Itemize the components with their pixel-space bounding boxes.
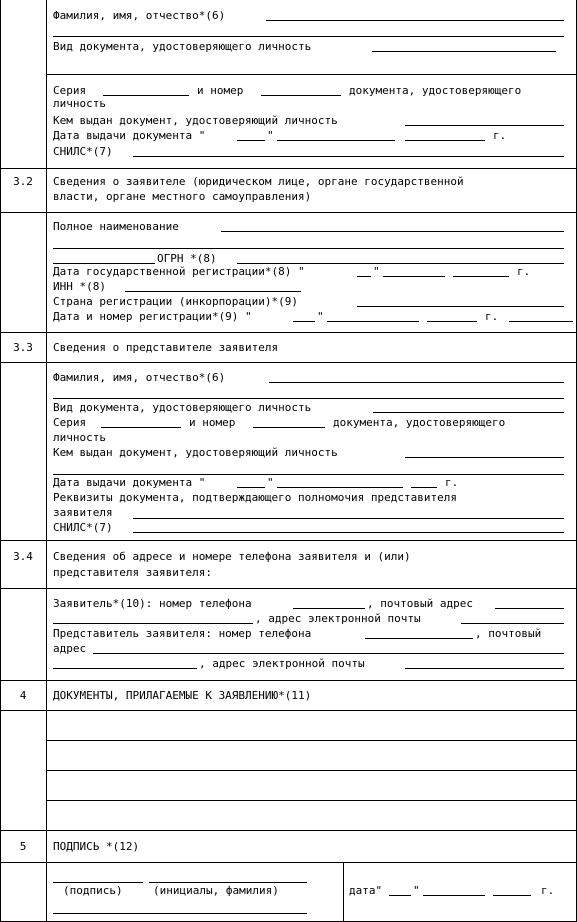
representative-address-input-line[interactable]	[93, 653, 564, 654]
fio-label: Фамилия, имя, отчество*(6)	[53, 371, 226, 384]
row-border	[0, 168, 577, 169]
authority-doc-input-line[interactable]	[133, 518, 564, 519]
date-quote: "	[267, 129, 274, 142]
regdate-label: Дата государственной регистрации*(8) "	[53, 265, 305, 278]
applicant-phone-input-line[interactable]	[293, 608, 365, 609]
date-year-suffix: г.	[445, 476, 459, 489]
issued-input-line-2[interactable]	[53, 474, 564, 475]
column-divider	[46, 0, 47, 922]
regnum-number-line[interactable]	[509, 321, 573, 322]
row-border	[0, 862, 577, 863]
border-left	[0, 0, 1, 922]
date-month-line[interactable]	[277, 140, 395, 141]
representative-phone-input-line[interactable]	[365, 638, 473, 639]
signature-extra-line[interactable]	[53, 913, 307, 914]
regnum-month-line[interactable]	[327, 321, 419, 322]
seria-input-line[interactable]	[103, 95, 189, 96]
fio-input-line[interactable]	[266, 20, 564, 21]
date-label: Дата выдачи документа "	[53, 476, 206, 489]
ogrn-label: ОГРН *(8)	[157, 252, 217, 265]
section-title: Сведения о представителе заявителя	[53, 341, 279, 354]
applicant-address-input-line-2[interactable]	[53, 623, 253, 624]
doc-label-cont-2: личность	[53, 431, 106, 444]
doc-label-cont: документа, удостоверяющего	[333, 416, 506, 429]
doc-input-line[interactable]	[372, 51, 556, 52]
representative-email-label: , адрес электронной почты	[199, 657, 365, 670]
section-title: Сведения об адресе и номере телефона заявителя и (или)	[53, 550, 411, 563]
initials-caption: (инициалы, фамилия)	[153, 884, 279, 897]
date-day-line[interactable]	[237, 487, 265, 488]
seria-label: Серия	[53, 84, 87, 97]
issued-label: Кем выдан документ, удостоверяющий личность	[53, 114, 338, 127]
field-label-doc: Вид документа, удостоверяющего личность	[53, 40, 312, 53]
authority-doc-label: Реквизиты документа, подтверждающего полномочия представителя	[53, 491, 457, 504]
ogrn-prefix-line[interactable]	[53, 263, 155, 264]
row-border	[0, 362, 577, 363]
regnum-quote: "	[317, 310, 324, 323]
signature-caption: (подпись)	[63, 884, 123, 897]
issued-input-line[interactable]	[405, 125, 564, 126]
representative-address-input-line-2[interactable]	[53, 668, 197, 669]
inn-label: ИНН *(8)	[53, 280, 106, 293]
section-number: 3.4	[13, 550, 33, 563]
fio-input-line-2[interactable]	[53, 398, 564, 399]
number-label: и номер	[189, 416, 236, 429]
signature-input-line[interactable]	[53, 882, 143, 883]
seria-input-line[interactable]	[101, 427, 181, 428]
section-number: 3.2	[13, 175, 33, 188]
section-number: 5	[19, 840, 27, 853]
applicant-email-input-line[interactable]	[461, 623, 564, 624]
fio-input-line[interactable]	[269, 382, 564, 383]
date-label: дата"	[349, 884, 383, 897]
section-title: ДОКУМЕНТЫ, ПРИЛАГАЕМЫЕ К ЗАЯВЛЕНИЮ*(11)	[53, 689, 312, 702]
regnum-year-suffix: г.	[485, 310, 499, 323]
date-day-line[interactable]	[389, 895, 411, 896]
country-input-line[interactable]	[357, 306, 564, 307]
snils-label: СНИЛС*(7)	[53, 521, 113, 534]
row-border	[0, 710, 577, 711]
date-year-suffix: г.	[541, 884, 555, 897]
section-title-cont: представителя заявителя:	[53, 566, 212, 579]
representative-email-input-line[interactable]	[405, 668, 564, 669]
section-title: ПОДПИСЬ *(12)	[53, 840, 140, 853]
issued-label: Кем выдан документ, удостоверяющий личность	[53, 446, 338, 459]
date-year-line[interactable]	[405, 140, 485, 141]
fullname-input-line-2[interactable]	[53, 248, 564, 249]
date-quote: "	[413, 884, 420, 897]
number-input-line[interactable]	[261, 95, 341, 96]
row-border	[0, 588, 577, 589]
inn-input-line[interactable]	[125, 291, 301, 292]
doc-label: Вид документа, удостоверяющего личность	[53, 401, 312, 414]
documents-row-line	[46, 740, 577, 741]
regdate-year-suffix: г.	[517, 265, 531, 278]
fullname-label: Полное наименование	[53, 220, 179, 233]
snils-input-line[interactable]	[133, 156, 564, 157]
row-border	[0, 212, 577, 213]
date-day-line[interactable]	[237, 140, 265, 141]
regdate-month-line[interactable]	[383, 276, 445, 277]
doc-label-cont: документа, удостоверяющего	[349, 84, 522, 97]
country-label: Страна регистрации (инкорпорации)*(9)	[53, 295, 299, 308]
authority-doc-label-cont: заявителя	[53, 506, 113, 519]
regdate-day-line[interactable]	[357, 276, 371, 277]
row-border	[0, 680, 577, 681]
doc-label-cont-2: личность	[53, 97, 106, 110]
representative-address-label-cont: адрес	[53, 642, 87, 655]
applicant-address-input-line[interactable]	[495, 608, 564, 609]
representative-phone-label: Представитель заявителя: номер телефона	[53, 627, 312, 640]
row-border	[0, 540, 577, 541]
date-year-suffix: г.	[493, 129, 507, 142]
section-number: 4	[19, 689, 27, 702]
snils-label: СНИЛС*(7)	[53, 145, 113, 158]
regnum-day-line[interactable]	[293, 321, 315, 322]
snils-input-line[interactable]	[133, 532, 564, 533]
number-label: и номер	[197, 84, 244, 97]
field-label-fio: Фамилия, имя, отчество*(6)	[53, 9, 226, 22]
documents-row-line	[46, 770, 577, 771]
date-month-line[interactable]	[423, 895, 485, 896]
row-border	[0, 830, 577, 831]
section-title: Сведения о заявителе (юридическом лице, органе государственной	[53, 175, 464, 188]
section-number: 3.3	[13, 341, 33, 354]
separator-line	[46, 74, 577, 75]
seria-label: Серия	[53, 416, 87, 429]
regdate-year-line[interactable]	[453, 276, 509, 277]
number-input-line[interactable]	[253, 427, 325, 428]
signature-date-divider	[343, 862, 344, 922]
date-label: Дата выдачи документа "	[53, 129, 206, 142]
issued-input-line[interactable]	[405, 457, 564, 458]
regnum-year-line[interactable]	[427, 321, 477, 322]
applicant-address-label: , почтовый адрес	[367, 597, 473, 610]
regdate-quote: "	[373, 265, 380, 278]
ogrn-input-line[interactable]	[237, 263, 564, 264]
applicant-phone-label: Заявитель*(10): номер телефона	[53, 597, 252, 610]
row-border	[0, 332, 577, 333]
date-year-line[interactable]	[493, 895, 531, 896]
date-month-line[interactable]	[277, 487, 403, 488]
documents-row-line	[46, 800, 577, 801]
date-year-line[interactable]	[411, 487, 437, 488]
applicant-email-label: , адрес электронной почты	[255, 612, 421, 625]
doc-input-line[interactable]	[373, 412, 564, 413]
initials-input-line[interactable]	[149, 882, 307, 883]
fullname-input-line[interactable]	[221, 231, 564, 232]
regnum-label: Дата и номер регистрации*(9) "	[53, 310, 252, 323]
fio-input-line-2[interactable]	[53, 36, 564, 37]
section-title-cont: власти, органе местного самоуправления)	[53, 190, 312, 203]
date-quote: "	[267, 476, 274, 489]
representative-address-label: , почтовый	[475, 627, 542, 640]
